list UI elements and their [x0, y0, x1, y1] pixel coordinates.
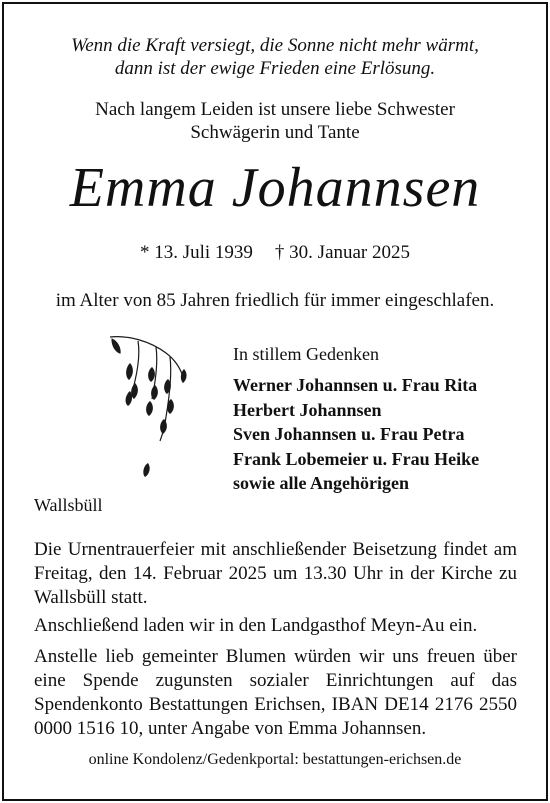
birch-branch-icon — [108, 333, 190, 483]
family-member: Werner Johannsen u. Frau Rita — [233, 375, 478, 395]
intro-text — [0, 98, 550, 144]
reception-info: Anschließend laden wir in den Landgasthof Meyn-Au ein. — [34, 615, 478, 636]
life-dates — [0, 241, 550, 265]
condolence-portal: online Kondolenz/Gedenkportal: bestattungen-erichsen.de — [88, 751, 462, 768]
poem-line-1: Wenn die Kraft versiegt, die Sonne nicht mehr wärmt, — [71, 35, 479, 56]
town-name: Wallsbüll — [34, 495, 103, 515]
family-member: Herbert Johannsen — [233, 399, 382, 420]
intro-line-2: Schwägerin und Tante — [190, 122, 360, 143]
death-date: † 30. Januar 2025 — [274, 242, 411, 263]
family-member: Frank Lobemeier u. Frau Heike — [233, 448, 480, 469]
donation-info: Anstelle lieb gemeinter Blumen würden wir uns freuen über eine Spende zugunsten sozialer Einrichtungen auf das Spendenkonto Bestattungen Erichsen, IBAN DE14 2176 2550 0000 1516 10, unter Angabe von Emma Johannsen. — [34, 646, 517, 739]
age-line: im Alter von 85 Jahren friedlich für immer eingeschlafen. — [55, 290, 495, 311]
family-member: Sven Johannsen u. Frau Petra — [233, 424, 465, 444]
gedenken-label: In stillem Gedenken — [233, 344, 379, 364]
deceased-name: Emma Johannsen — [69, 157, 481, 219]
poem-line-2: dann ist der ewige Frieden eine Erlösung. — [114, 58, 436, 79]
poem — [0, 34, 550, 80]
family-member: sowie alle Angehörigen — [233, 473, 409, 493]
family-list — [233, 373, 479, 496]
birth-date: * 13. Juli 1939 — [139, 242, 253, 263]
funeral-info: Die Urnentrauerfeier mit anschließender Beisetzung findet am Freitag, den 14. Februar 2025 um 13.30 Uhr in der Kirche zu Wallsbüll statt. — [34, 539, 517, 608]
intro-line-1: Nach langem Leiden ist unsere liebe Schwester — [95, 99, 455, 120]
